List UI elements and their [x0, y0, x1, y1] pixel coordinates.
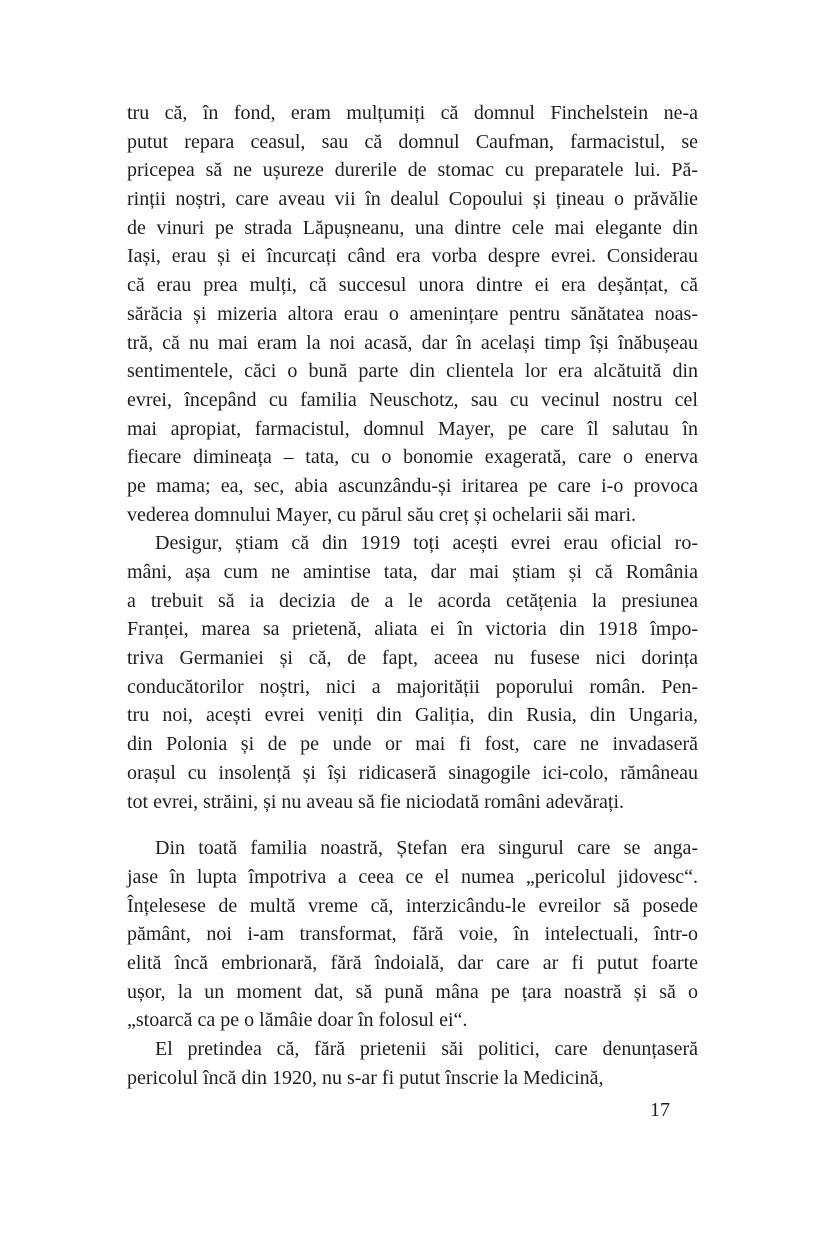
text-line: mâni, așa cum ne amintise tata, dar mai știam și că România [127, 561, 698, 583]
text-line: tră, că nu mai eram la noi acasă, dar în același timp își înăbușeau [127, 331, 698, 354]
paragraph [127, 529, 698, 816]
paragraph [127, 834, 698, 1035]
text-line: Iași, erau și ei încurcați când era vorba despre evrei. Considerau [127, 245, 698, 268]
text-line: pământ, noi i-am transformat, fără voie, în intelectuali, într-o [127, 923, 698, 946]
text-line: sărăcia și mizeria altora erau o amenințare pentru sănătatea noas- [127, 302, 698, 325]
page-number: 17 [650, 1099, 670, 1121]
text-line: Franței, marea sa prietenă, aliata ei în victoria din 1918 împo- [127, 618, 698, 641]
text-line: din Polonia și de pe unde or mai fi fost, care ne invadaseră [127, 733, 698, 756]
text-line: fiecare dimineața – tata, cu o bonomie exagerată, care o enerva [127, 446, 698, 469]
text-line: El pretindea că, fără prietenii săi politici, care denunțaseră [155, 1038, 698, 1060]
text-line: vederea domnului Mayer, cu părul său creț și ochelarii săi mari. [127, 503, 637, 526]
text-line: „stoarcă ca pe o lămâie doar în folosul ei“. [127, 1009, 468, 1032]
text-line: pricepea să ne ușureze durerile de stomac cu preparatele lui. Pă- [127, 159, 698, 182]
text-line: Înțelesese de multă vreme că, interzicându-le evreilor să posede [127, 894, 698, 917]
text-line: orașul cu insolență și își ridicaseră sinagogile ici-colo, rămâneau [127, 761, 698, 784]
text-line: tru noi, acești evrei veniți din Galiția, din Rusia, din Ungaria, [127, 704, 698, 727]
text-line: a trebuit să ia decizia de a le acorda cetățenia la presiunea [127, 589, 698, 612]
text-line: ușor, la un moment dat, să pună mâna pe țara noastră și să o [127, 980, 698, 1003]
text-line: jase în lupta împotriva a ceea ce el numea „pericolul jidovesc“. [127, 865, 698, 888]
text-line: rinții noștri, care aveau vii în dealul Copoului și țineau o prăvălie [127, 188, 698, 211]
paragraph [127, 1035, 698, 1092]
text-line: putut repara ceasul, sau că domnul Caufman, farmacistul, se [127, 130, 698, 153]
text-line: pericolul încă din 1920, nu s-ar fi putut înscrie la Medicină, [127, 1066, 604, 1089]
text-line: tot evrei, străini, și nu aveau să fie niciodată români adevărați. [127, 790, 625, 813]
text-line: de vinuri pe strada Lăpușneanu, una dintre cele mai elegante din [127, 216, 698, 239]
text-line: pe mama; ea, sec, abia ascunzându-și iritarea pe care i-o provoca [127, 474, 698, 497]
text-line: Desigur, știam că din 1919 toți acești evrei erau oficial ro- [155, 532, 698, 555]
text-line: triva Germaniei și că, de fapt, aceea nu fusese nici dorința [127, 647, 698, 670]
text-line: evrei, începând cu familia Neuschotz, sau cu vecinul nostru cel [127, 388, 698, 411]
text-line: tru că, în fond, eram mulțumiți că domnul Finchelstein ne-a [127, 102, 698, 124]
text-block [127, 99, 698, 1092]
text-line: sentimentele, căci o bună parte din clientela lor era alcătuită din [127, 360, 698, 383]
text-line: conducătorilor noștri, nici a majorității poporului român. Pen- [127, 675, 698, 698]
text-line: că erau prea mulți, că succesul unora dintre ei era deșănțat, că [127, 274, 698, 297]
text-line: elită încă embrionară, fără îndoială, dar care ar fi putut foarte [127, 951, 698, 974]
text-line: mai apropiat, farmacistul, domnul Mayer, pe care îl salutau în [127, 417, 698, 440]
text-line: Din toată familia noastră, Ștefan era singurul care se anga- [155, 837, 698, 860]
paragraph [127, 99, 698, 529]
